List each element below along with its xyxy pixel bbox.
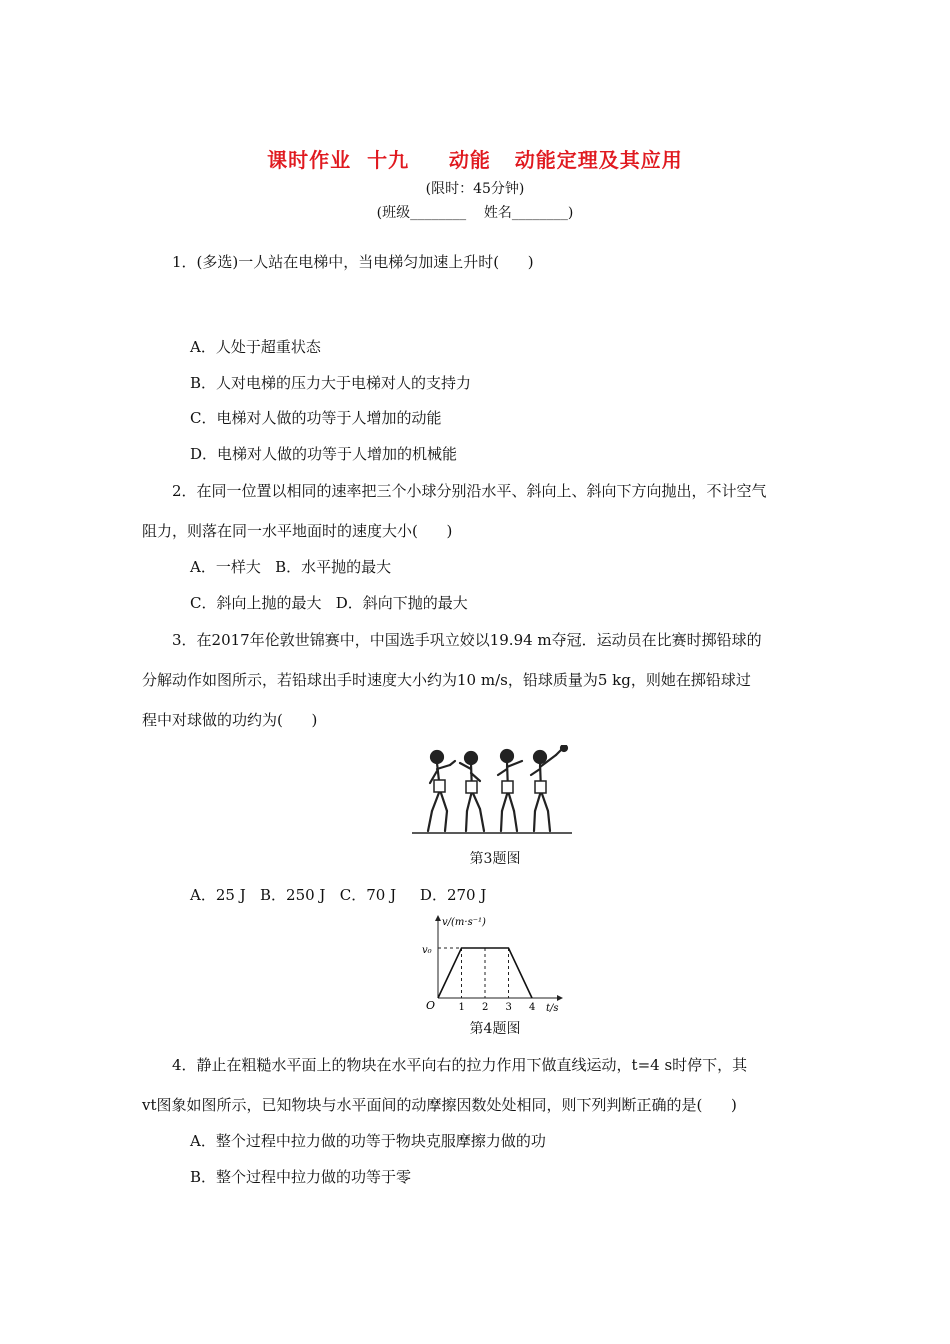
x-tick-label-3: 3 [505,1002,512,1012]
q1-option-a: A．人处于超重状态 [190,338,321,356]
y-tick-label: v₀ [422,945,432,956]
q4-stem-line1: 4．静止在粗糙水平面上的物块在水平向右的拉力作用下做直线运动，t=4 s时停下，其 [172,1056,748,1074]
x-tick-label-4: 4 [529,1002,536,1012]
q2-options-line2: C．斜向上抛的最大 D．斜向下抛的最大 [190,594,468,612]
q3-figure-caption: 第3题图 [469,851,521,867]
x-tick-label-1: 1 [458,1002,465,1012]
y-axis-label: v/(m·s⁻¹) [442,917,486,928]
athlete-pose-1 [428,751,455,831]
origin-label: O [426,999,436,1012]
q1-option-d: D．电梯对人做的功等于人增加的机械能 [190,445,458,463]
athlete-pose-2 [460,752,484,831]
vt-graph [418,912,568,1012]
time-limit: (限时：45分钟) [425,181,525,197]
q1-option-c: C．电梯对人做的功等于人增加的动能 [190,409,442,427]
x-tick-label-2: 2 [482,1002,489,1012]
page-title: 课时作业 十九 动能 动能定理及其应用 [267,148,683,172]
shot-put-figure [410,745,575,840]
q2-options-line1: A．一样大 B．水平抛的最大 [190,558,392,576]
class-name-line: (班级________ 姓名________) [376,205,574,221]
q4-stem-line2: vt图象如图所示，已知物块与水平面间的动摩擦因数处处相同，则下列判断正确的是( ) [142,1096,737,1114]
x-axis-label: t/s [546,1003,559,1012]
q1-option-b: B．人对电梯的压力大于电梯对人的支持力 [190,374,472,392]
athlete-pose-4 [531,745,567,831]
q3-stem-line3: 程中对球做的功约为( ) [142,711,318,729]
q3-stem-line2: 分解动作如图所示，若铅球出手时速度大小约为10 m/s，铅球质量为5 kg，则她在掷铅球过 [142,671,751,689]
q3-options: A．25 J B．250 J C．70 J D．270 J [190,886,487,904]
q4-option-b: B．整个过程中拉力做的功等于零 [190,1168,412,1186]
q4-option-a: A．整个过程中拉力做的功等于物块克服摩擦力做的功 [190,1132,546,1150]
q4-figure-caption: 第4题图 [469,1021,521,1037]
athlete-pose-3 [498,750,522,831]
q3-stem-line1: 3．在2017年伦敦世锦赛中，中国选手巩立姣以19.94 m夺冠．运动员在比赛时掷铅球的 [172,631,762,649]
q2-stem-line2: 阻力，则落在同一水平地面时的速度大小( ) [142,522,453,540]
q1-stem: 1．(多选)一人站在电梯中，当电梯匀加速上升时( ) [172,253,534,271]
q2-stem-line1: 2．在同一位置以相同的速率把三个小球分别沿水平、斜向上、斜向下方向抛出，不计空气 [172,482,767,500]
